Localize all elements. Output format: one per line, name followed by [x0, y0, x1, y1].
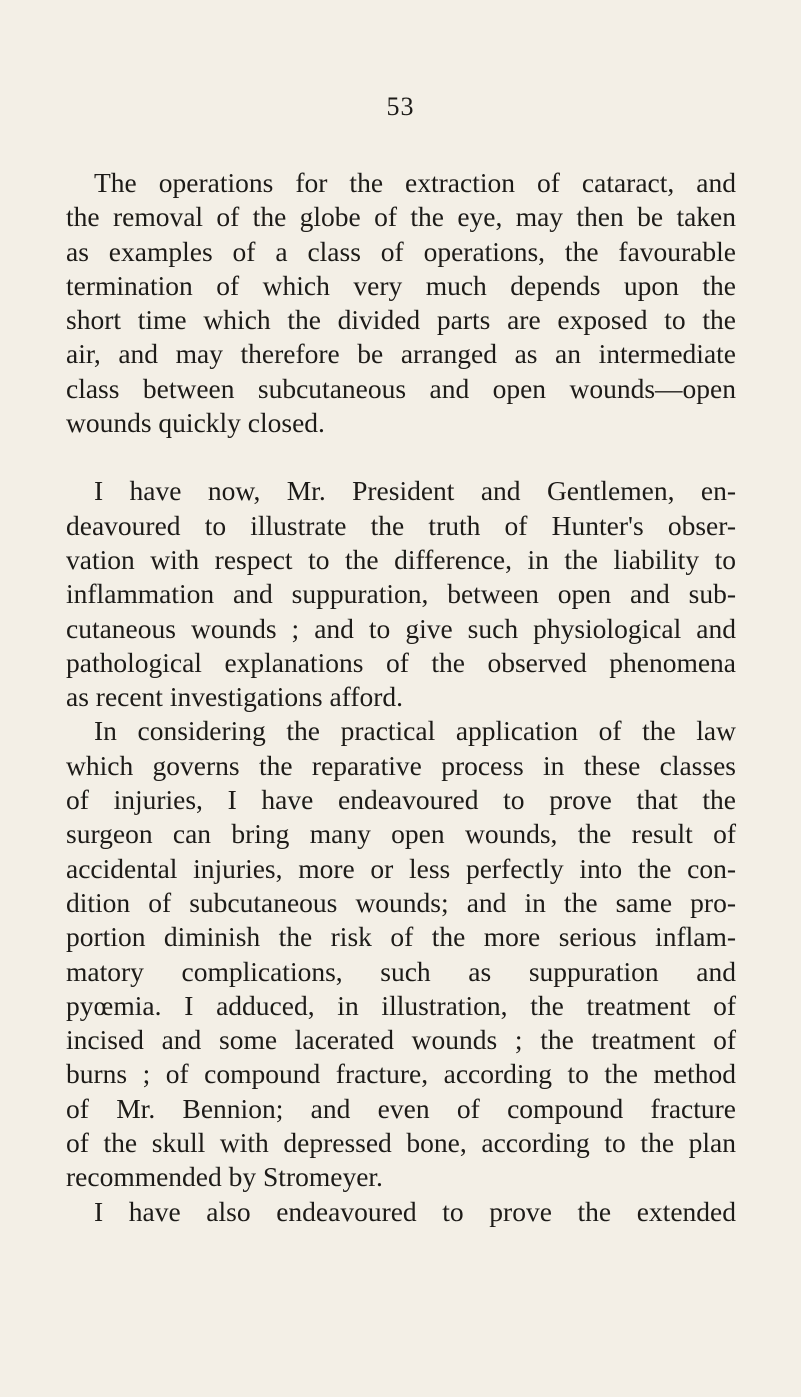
paragraph-2	[66, 474, 736, 714]
text-line: dition of subcutaneous wounds; and in the same pro-	[66, 886, 736, 918]
text-line: inflammation and suppuration, between open and sub-	[66, 578, 736, 610]
text-line: I have also endeavoured to prove the extended	[94, 1195, 736, 1227]
text-line: vation with respect to the difference, in the liability to	[66, 543, 736, 575]
body-text	[66, 166, 736, 1229]
text-line: short time which the divided parts are exposed to the	[66, 304, 736, 336]
text-line: which governs the reparative process in these classes	[66, 749, 736, 781]
text-line: deavoured to illustrate the truth of Hunter's obser-	[66, 509, 736, 541]
text-line: of injuries, I have endeavoured to prove that the	[66, 784, 736, 816]
text-line: The operations for the extraction of cataract, and	[94, 167, 736, 198]
text-line: of the skull with depressed bone, according to the plan	[66, 1127, 736, 1159]
text-line: class between subcutaneous and open wounds—open	[66, 372, 736, 404]
text-line: burns ; of compound fracture, according to the method	[66, 1058, 736, 1090]
text-line: portion diminish the risk of the more serious inflam-	[66, 921, 736, 953]
text-line: surgeon can bring many open wounds, the result of	[66, 818, 736, 850]
text-line: incised and some lacerated wounds ; the treatment of	[66, 1024, 736, 1056]
text-line: recommended by Stromeyer.	[66, 1161, 383, 1193]
paragraph-4	[66, 1195, 736, 1229]
text-line: accidental injuries, more or less perfectly into the con-	[66, 852, 736, 884]
text-line: as recent investigations afford.	[66, 681, 404, 713]
paragraph-1	[66, 166, 736, 440]
text-line: as examples of a class of operations, the favourable	[66, 235, 736, 267]
text-line: the removal of the globe of the eye, may then be taken	[66, 201, 736, 233]
paragraph-gap	[66, 440, 736, 474]
text-line: I have now, Mr. President and Gentlemen, en-	[94, 475, 736, 507]
text-line: pathological explanations of the observed phenomena	[66, 646, 736, 678]
text-line: air, and may therefore be arranged as an intermediate	[66, 338, 736, 370]
page-number: 53	[386, 92, 415, 121]
text-line: In considering the practical application of the law	[94, 715, 736, 747]
text-line: pyœmia. I adduced, in illustration, the treatment of	[66, 989, 736, 1021]
text-line: wounds quickly closed.	[66, 407, 325, 439]
text-line: matory complications, such as suppuration and	[66, 955, 736, 987]
text-line: termination of which very much depends upon the	[66, 269, 736, 301]
text-line: of Mr. Bennion; and even of compound fracture	[66, 1092, 736, 1124]
paragraph-3	[66, 714, 736, 1194]
text-line: cutaneous wounds ; and to give such physiological and	[66, 612, 736, 644]
